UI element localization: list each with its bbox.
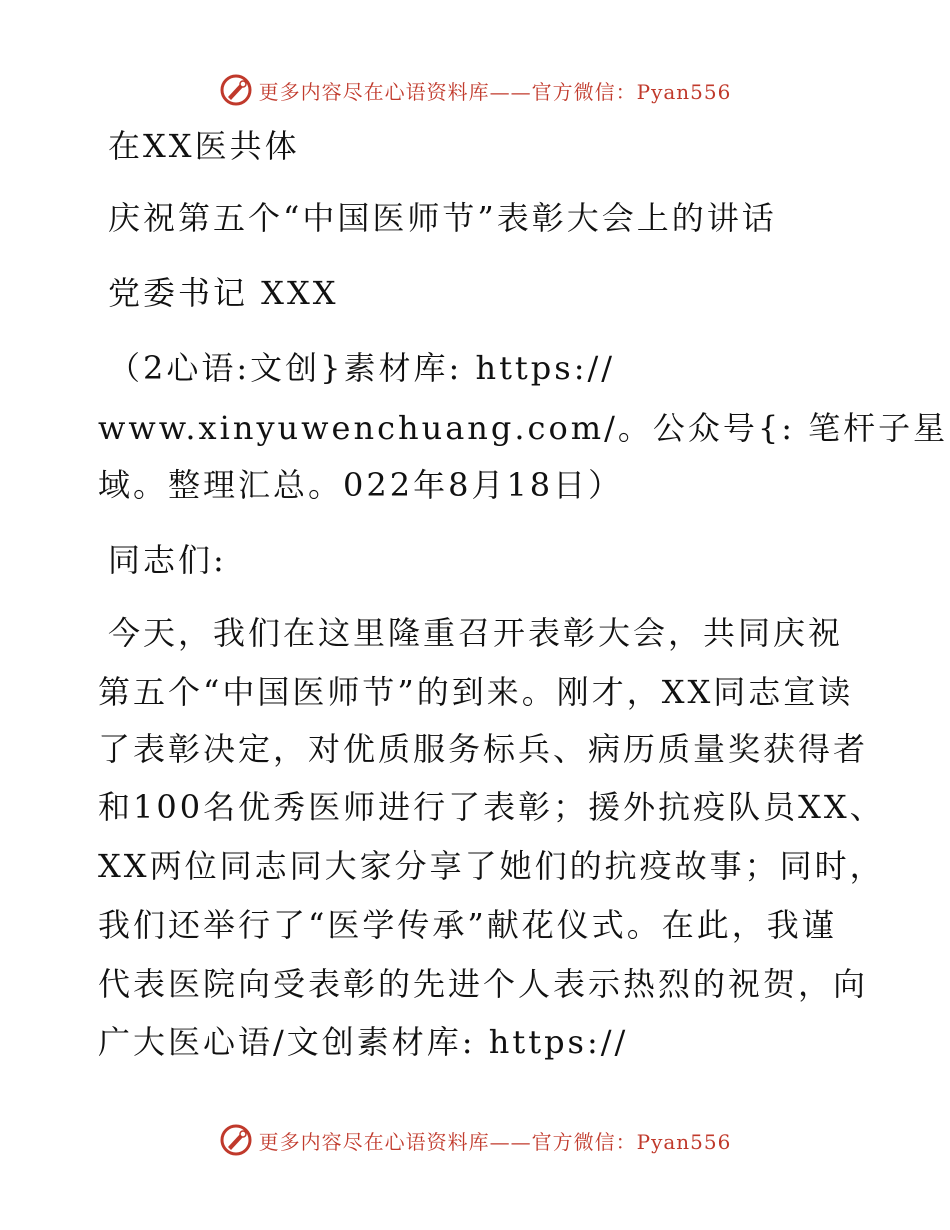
footer-watermark-text: 更多内容尽在心语资料库——官方微信：Pyan556 xyxy=(258,1129,732,1154)
brand-logo-icon xyxy=(219,73,253,107)
doc-paragraph-line-4: 和100名优秀医师进行了表彰；援外抗疫队员XX、 xyxy=(98,788,885,826)
doc-paragraph-line-6: 我们还举行了“医学传承”献花仪式。在此，我谨 xyxy=(98,906,837,944)
header-watermark-banner xyxy=(0,70,950,110)
doc-title-line-1: 在XX医共体 xyxy=(108,127,300,165)
doc-source-line-2: www.xinyuwenchuang.com/。公众号{: 笔杆子星 xyxy=(98,409,949,447)
header-watermark-text: 更多内容尽在心语资料库——官方微信：Pyan556 xyxy=(258,79,732,104)
doc-paragraph-line-1: 今天，我们在这里隆重召开表彰大会，共同庆祝 xyxy=(108,614,844,652)
brand-logo-icon xyxy=(219,1123,253,1157)
doc-salutation: 同志们: xyxy=(108,541,227,579)
doc-title-line-2: 庆祝第五个“中国医师节”表彰大会上的讲话 xyxy=(108,199,777,237)
footer-watermark-banner xyxy=(0,1120,950,1160)
doc-paragraph-line-2: 第五个“中国医师节”的到来。刚才，XX同志宣读 xyxy=(98,673,854,711)
doc-author-line: 党委书记 XXX xyxy=(108,274,339,312)
doc-paragraph-line-5: XX两位同志同大家分享了她们的抗疫故事；同时， xyxy=(98,847,885,885)
doc-paragraph-line-7: 代表医院向受表彰的先进个人表示热烈的祝贺，向 xyxy=(98,965,869,1003)
doc-paragraph-line-8: 广大医心语/文创素材库: https:// xyxy=(98,1023,629,1061)
doc-paragraph-line-3: 了表彰决定，对优质服务标兵、病历质量奖获得者 xyxy=(98,730,869,768)
doc-source-line-1: （2心语:文创}素材库: https:// xyxy=(108,349,616,387)
doc-source-line-3: 域。整理汇总。022年8月18日） xyxy=(98,466,624,504)
